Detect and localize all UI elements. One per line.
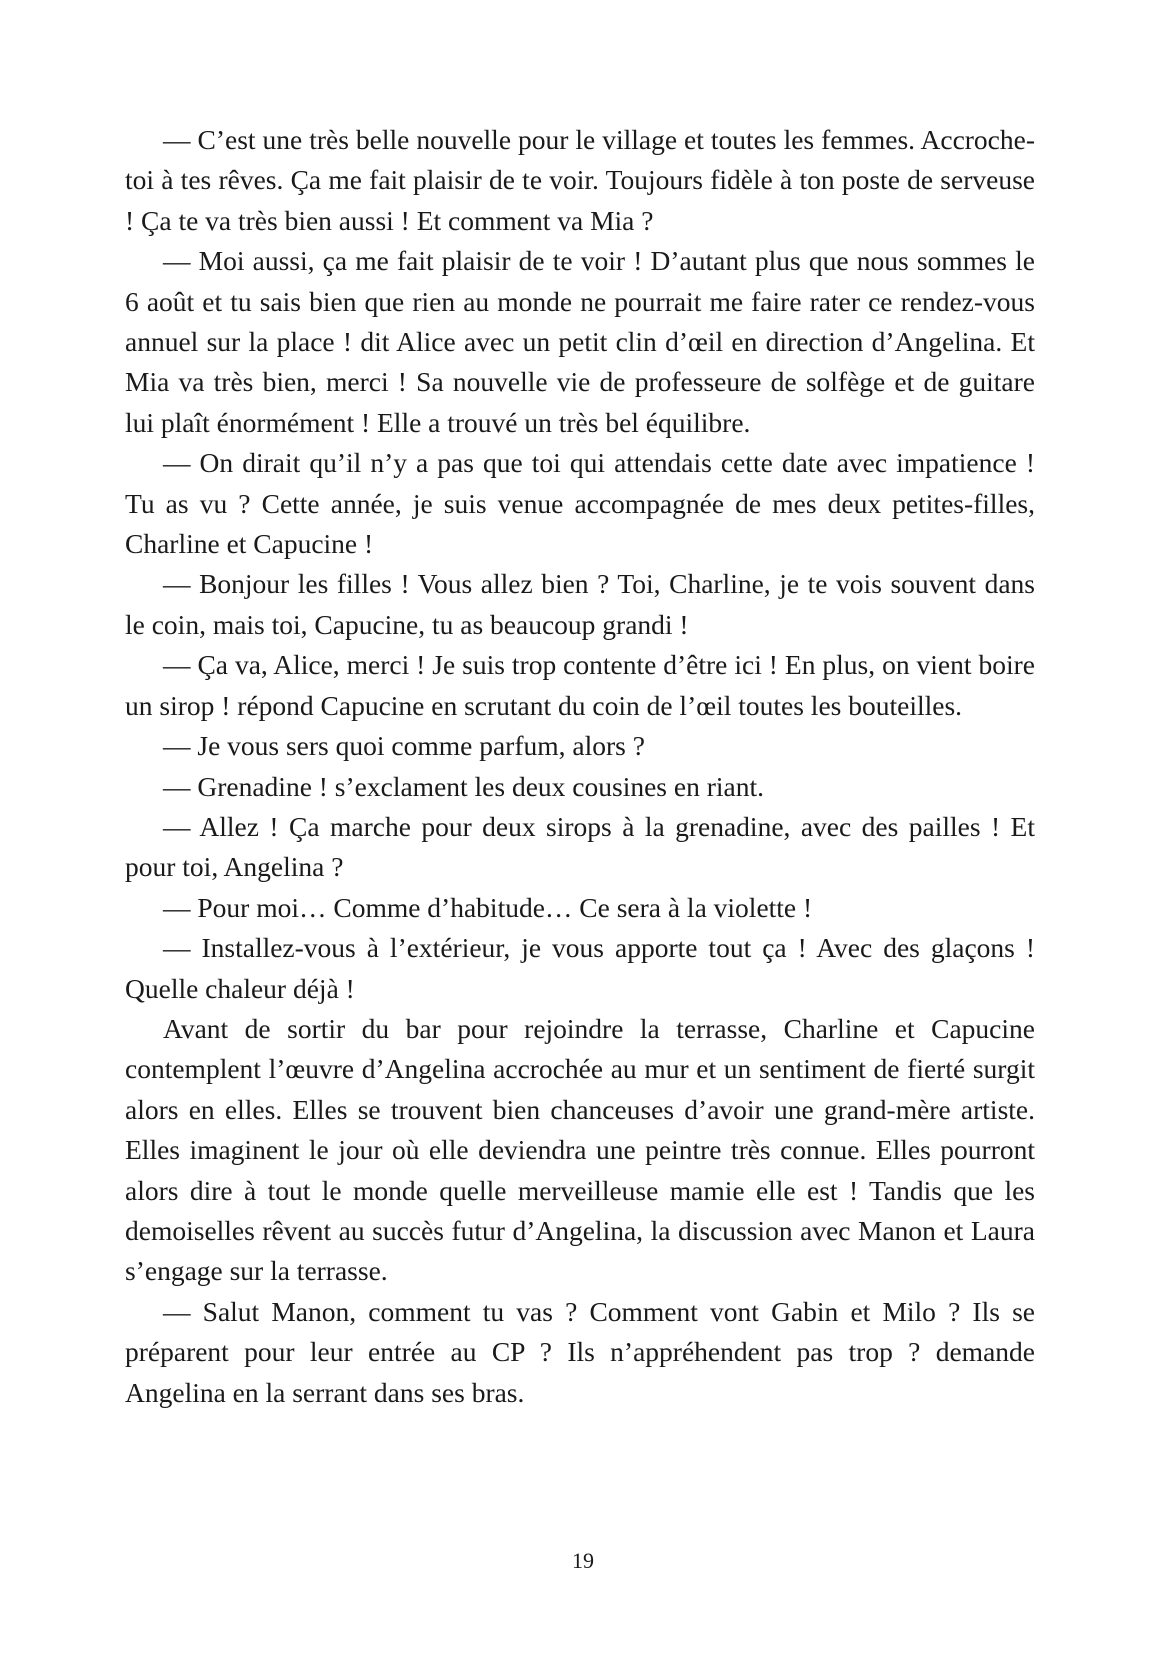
paragraph: — Pour moi… Comme d’habitude… Ce sera à la violette !	[163, 891, 813, 923]
paragraph: — Moi aussi, ça me fait plaisir de te voir ! D’autant plus que nous sommes le 6 août et tu sais bien que rien au monde ne pourrait me faire rater ce rendez-vous annuel sur la place ! dit Alice avec un petit clin d’œil en direction d’Angelina. Et Mia va très bien, merci ! Sa nouvelle vie de professeure de solfège et de guitare lui plaît énormément ! Elle a trouvé un très bel équilibre.	[125, 245, 1035, 438]
paragraph: — Salut Manon, comment tu vas ? Comment vont Gabin et Milo ? Ils se préparent pour leur entrée au CP ? Ils n’appréhendent pas trop ? demande Angelina en la serrant dans ses bras.	[125, 1295, 1035, 1408]
paragraph: Avant de sortir du bar pour rejoindre la terrasse, Charline et Capucine contemplent l’œuvre d’Angelina accrochée au mur et un sentiment de fierté surgit alors en elles. Elles se trouvent bien chanceuses d’avoir une grand-mère artiste. Elles imaginent le jour où elle deviendra une peintre très connue. Elles pourront alors dire à tout le monde quelle merveilleuse mamie elle est ! Tandis que les demoiselles rêvent au succès futur d’Angelina, la discussion avec Manon et Laura s’engage sur la terrasse.	[125, 1012, 1035, 1287]
paragraph: — C’est une très belle nouvelle pour le village et toutes les femmes. Accroche-toi à tes rêves. Ça me fait plaisir de te voir. Toujours fidèle à ton poste de serveuse ! Ça te va très bien aussi ! Et comment va Mia ?	[125, 124, 1035, 236]
paragraph: — Allez ! Ça marche pour deux sirops à la grenadine, avec des pailles ! Et pour toi, Angelina ?	[125, 810, 1035, 883]
page-number: 19	[572, 1548, 594, 1573]
paragraph: — Bonjour les filles ! Vous allez bien ? Toi, Charline, je te vois souvent dans le coin, mais toi, Capucine, tu as beaucoup grandi !	[125, 568, 1035, 640]
paragraph: — Ça va, Alice, merci ! Je suis trop contente d’être ici ! En plus, on vient boire un sirop ! répond Capucine en scrutant du coin de l’œil toutes les bouteilles.	[125, 649, 1035, 721]
paragraph: — Je vous sers quoi comme parfum, alors ?	[163, 730, 645, 762]
paragraph: — On dirait qu’il n’y a pas que toi qui attendais cette date avec impatience ! Tu as vu ? Cette année, je suis venue accompagnée de mes deux petites-filles, Charline et Capucine !	[125, 447, 1035, 560]
paragraph: — Grenadine ! s’exclament les deux cousines en riant.	[163, 770, 764, 802]
book-page	[125, 120, 1035, 1413]
paragraph: — Installez-vous à l’extérieur, je vous apporte tout ça ! Avec des glaçons ! Quelle chaleur déjà !	[125, 932, 1035, 1004]
